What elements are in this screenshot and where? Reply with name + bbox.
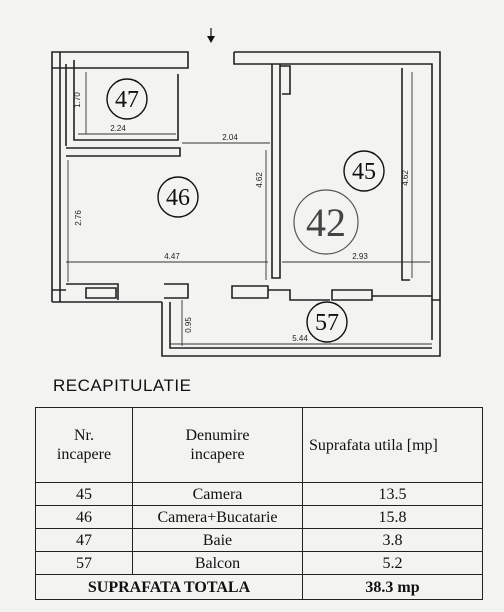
svg-text:46: 46 xyxy=(166,185,190,211)
room-label-42 xyxy=(294,190,358,254)
room-label-46 xyxy=(158,177,198,217)
dimension-label: 2.24 xyxy=(110,124,126,133)
room-name-cell: Camera xyxy=(133,483,303,506)
room-area-cell: 3.8 xyxy=(303,529,483,552)
header-usable-area xyxy=(303,408,483,483)
table-row xyxy=(36,552,483,575)
svg-text:57: 57 xyxy=(315,310,339,336)
room-label-47 xyxy=(107,79,147,119)
dimension-label: 4.47 xyxy=(164,252,180,261)
room-name-cell: Baie xyxy=(133,529,303,552)
recap-title: RECAPITULATIE xyxy=(53,376,192,395)
room-area-cell: 15.8 xyxy=(303,506,483,529)
dimension-label: 2.76 xyxy=(74,210,83,226)
room-name-cell: Balcon xyxy=(133,552,303,575)
header-text: incapere xyxy=(190,446,245,463)
room-number-cell: 45 xyxy=(36,483,133,506)
room-number-cell: 57 xyxy=(36,552,133,575)
header-room-number xyxy=(36,408,133,483)
svg-text:42: 42 xyxy=(306,200,346,245)
dimension-label: 5.44 xyxy=(292,334,308,343)
dimension-label: 0.95 xyxy=(184,317,193,333)
header-text: Denumire xyxy=(185,427,250,444)
entry-arrow-icon xyxy=(207,28,215,43)
table-row xyxy=(36,506,483,529)
table-row xyxy=(36,529,483,552)
room-number-cell: 47 xyxy=(36,529,133,552)
svg-text:47: 47 xyxy=(115,87,139,113)
header-text: Suprafata utila [mp] xyxy=(309,436,438,454)
total-value: 38.3 mp xyxy=(303,575,483,600)
room-label-45 xyxy=(344,151,384,191)
dimension-label: 1.70 xyxy=(73,92,82,108)
room-label-57 xyxy=(307,302,347,342)
header-text: incapere xyxy=(56,446,112,463)
room-area-cell: 5.2 xyxy=(303,552,483,575)
room-name-cell: Camera+Bucatarie xyxy=(133,506,303,529)
table-row xyxy=(36,483,483,506)
dimension-labels xyxy=(73,92,410,343)
header-text: Nr. xyxy=(74,427,94,444)
table-header-row xyxy=(36,408,483,483)
dimension-lines xyxy=(66,72,432,346)
room-area-cell: 13.5 xyxy=(303,483,483,506)
header-room-name xyxy=(133,408,303,483)
dimension-label: 2.93 xyxy=(352,252,368,261)
room-number-cell: 46 xyxy=(36,506,133,529)
total-label: SUPRAFATA TOTALA xyxy=(36,575,303,600)
total-row xyxy=(36,575,483,600)
dimension-label: 4.62 xyxy=(255,172,264,188)
dimension-label: 2.04 xyxy=(222,133,238,142)
outer-walls xyxy=(52,52,440,356)
area-summary-table xyxy=(35,407,483,600)
svg-text:45: 45 xyxy=(352,159,376,185)
dimension-label: 4.62 xyxy=(401,170,410,186)
